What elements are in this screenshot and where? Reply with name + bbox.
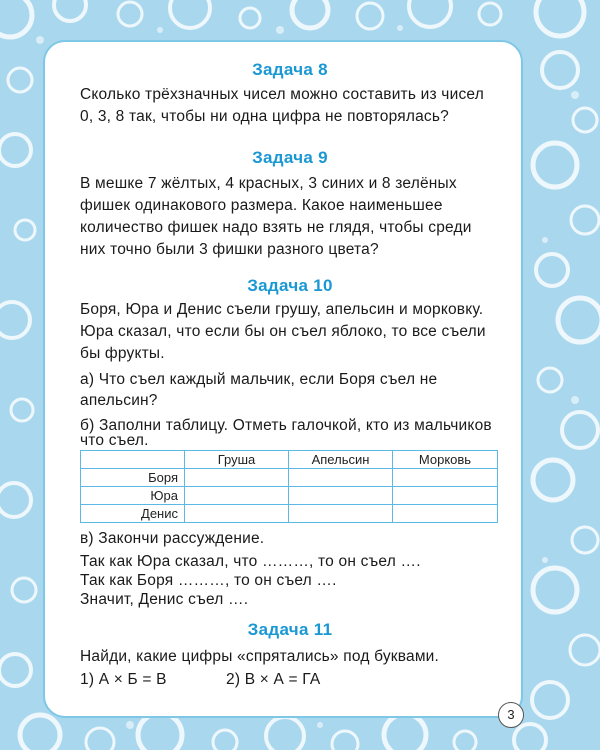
table-cell[interactable] [289, 469, 393, 487]
task-10-part-c-line-3: Так как Боря ………, то он съел …. [80, 572, 337, 589]
task-11-example-1: 1) А × Б = В [80, 671, 167, 688]
task-9-text-line-4: них точно были 3 фишки разного цвета? [80, 241, 379, 258]
table-cell[interactable] [289, 505, 393, 523]
task-10-part-a-line-1: а) Что съел каждый мальчик, если Боря съел не [80, 371, 438, 388]
table-row [81, 505, 498, 523]
table-row-label-borya: Боря [81, 469, 185, 487]
task-11-text-line-1: Найди, какие цифры «спрятались» под буквами. [80, 648, 440, 665]
table-row-label-denis: Денис [81, 505, 185, 523]
table-cell[interactable] [185, 505, 289, 523]
task-10-intro-line-2: Юра сказал, что если бы он съел яблоко, то все съели [80, 323, 486, 340]
fill-in-table [80, 450, 498, 523]
task-9-text-line-2: фишек одинакового размера. Какое наименьшее [80, 197, 443, 214]
task-10-part-c-line-4: Значит, Денис съел …. [80, 591, 249, 608]
task-10-part-c-line-2: Так как Юра сказал, что ………, то он съел …. [80, 553, 421, 570]
task-10-part-c-line-1: в) Закончи рассуждение. [80, 530, 265, 547]
table-header-row [81, 451, 498, 469]
table-cell[interactable] [393, 505, 498, 523]
task-10-part-b-line-1: б) Заполни таблицу. Отметь галочкой, кто из мальчиков [80, 417, 492, 434]
task-10-part-b-line-2: что съел. [80, 432, 149, 449]
table-header-carrot: Морковь [393, 451, 498, 469]
table-cell[interactable] [289, 487, 393, 505]
table-row [81, 469, 498, 487]
task-10-part-a-line-2: апельсин? [80, 392, 158, 409]
table-cell[interactable] [393, 469, 498, 487]
table-row-label-yura: Юра [81, 487, 185, 505]
table-header-orange: Апельсин [289, 451, 393, 469]
task-10-intro-line-3: бы фрукты. [80, 345, 165, 362]
task-10-intro-line-1: Боря, Юра и Денис съели грушу, апельсин и морковку. [80, 301, 484, 318]
table-header-corner [81, 451, 185, 469]
task-8-text-line-1: Сколько трёхзначных чисел можно составить из чисел [80, 86, 484, 103]
table-cell[interactable] [393, 487, 498, 505]
task-8-title: Задача 8 [252, 60, 328, 79]
table-header-pear: Груша [185, 451, 289, 469]
task-9-text-line-1: В мешке 7 жёлтых, 4 красных, 3 синих и 8 зелёных [80, 175, 457, 192]
table-cell[interactable] [185, 469, 289, 487]
task-9-title: Задача 9 [252, 148, 328, 167]
task-9-text-line-3: количество фишек надо взять не глядя, чтобы среди [80, 219, 472, 236]
table-cell[interactable] [185, 487, 289, 505]
table-row [81, 487, 498, 505]
page-number: 3 [498, 702, 524, 728]
task-10-title: Задача 10 [247, 276, 333, 295]
task-11-title: Задача 11 [247, 620, 333, 639]
task-8-text-line-2: 0, 3, 8 так, чтобы ни одна цифра не повторялась? [80, 108, 449, 125]
task-11-example-2: 2) В × А = ГА [226, 671, 321, 688]
